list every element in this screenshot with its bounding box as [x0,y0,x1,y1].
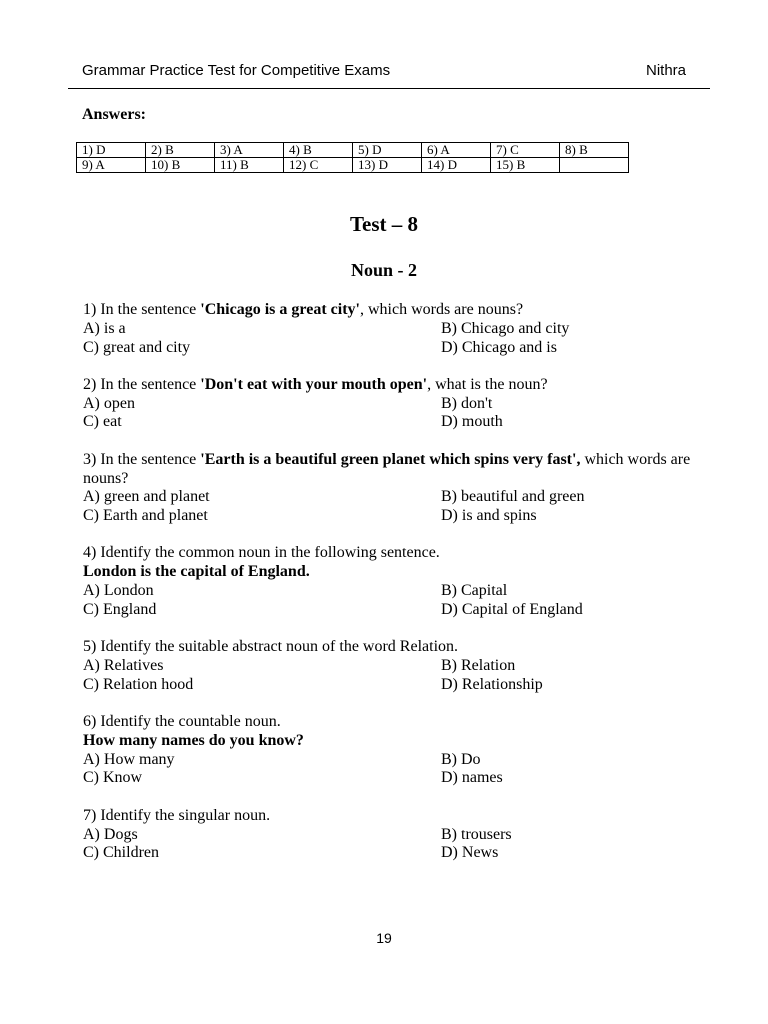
answer-cell [560,158,629,173]
page-number: 19 [376,930,392,946]
answers-heading: Answers: [82,106,146,123]
answer-row [77,158,629,173]
question-text: 5) Identify the suitable abstract noun of the word Relation. [83,638,459,656]
question-item [83,638,693,694]
question-item [83,807,693,863]
header-divider [68,88,710,89]
answer-cell: 6) A [422,143,491,158]
option-c: C) eat [83,413,122,431]
question-item [83,544,693,619]
publisher-name: Nithra [645,62,686,79]
option-a: A) open [83,394,135,412]
answer-cell: 9) A [77,158,146,173]
option-a: A) How many [83,750,175,768]
option-a: A) green and planet [83,488,210,506]
option-b: B) trousers [441,825,512,843]
answer-cell: 11) B [215,158,284,173]
question-text: 2) In the sentence 'Don't eat with your mouth open', what is the noun? [83,375,548,393]
answer-cell: 7) C [491,143,560,158]
answer-cell: 12) C [284,158,353,173]
option-b: B) don't [441,394,493,412]
question-item [83,451,693,526]
question-list [83,301,693,882]
document-title: Grammar Practice Test for Competitive Exams [82,62,391,79]
answer-key-table [76,142,629,173]
question-text: 1) In the sentence 'Chicago is a great city', which words are nouns? [83,301,524,318]
question-item [83,713,693,788]
option-b: B) Capital [441,582,508,600]
option-a: A) Dogs [83,825,138,843]
question-sentence: How many names do you know? [83,731,304,749]
option-a: A) London [83,582,154,600]
answer-cell: 2) B [146,143,215,158]
option-d: D) Capital of England [441,600,583,618]
answer-cell: 5) D [353,143,422,158]
option-d: D) is and spins [441,507,537,525]
answer-cell: 14) D [422,158,491,173]
answer-cell: 4) B [284,143,353,158]
answer-cell: 1) D [77,143,146,158]
option-d: D) Relationship [441,675,543,693]
option-a: A) is a [83,319,126,337]
test-title: Test – 8 [349,212,419,236]
option-b: B) Do [441,750,481,768]
question-text: 6) Identify the countable noun. [83,713,281,731]
option-b: B) Relation [441,656,516,674]
question-sentence: London is the capital of England. [83,563,310,581]
option-d: D) mouth [441,413,503,431]
answer-cell: 8) B [560,143,629,158]
answer-cell: 13) D [353,158,422,173]
option-a: A) Relatives [83,656,164,674]
option-b: B) beautiful and green [441,488,585,506]
option-c: C) Children [83,844,159,862]
question-item [83,376,693,432]
option-b: B) Chicago and city [441,319,570,337]
answer-row [77,143,629,158]
option-c: C) Relation hood [83,675,194,693]
question-item [83,301,693,357]
answer-cell: 10) B [146,158,215,173]
question-text: 7) Identify the singular noun. [83,806,271,824]
test-subtitle: Noun - 2 [350,260,417,280]
question-text: 3) In the sentence 'Earth is a beautiful green planet which spins very fast', which words are nouns? [83,450,691,487]
option-c: C) great and city [83,338,191,356]
page-header [82,58,686,84]
question-text: 4) Identify the common noun in the following sentence. [83,544,440,562]
option-d: D) names [441,769,503,787]
option-c: C) Know [83,769,143,787]
answer-cell: 3) A [215,143,284,158]
option-c: C) Earth and planet [83,507,208,525]
option-d: D) Chicago and is [441,338,557,356]
answer-cell: 15) B [491,158,560,173]
option-d: D) News [441,844,499,862]
option-c: C) England [83,600,157,618]
